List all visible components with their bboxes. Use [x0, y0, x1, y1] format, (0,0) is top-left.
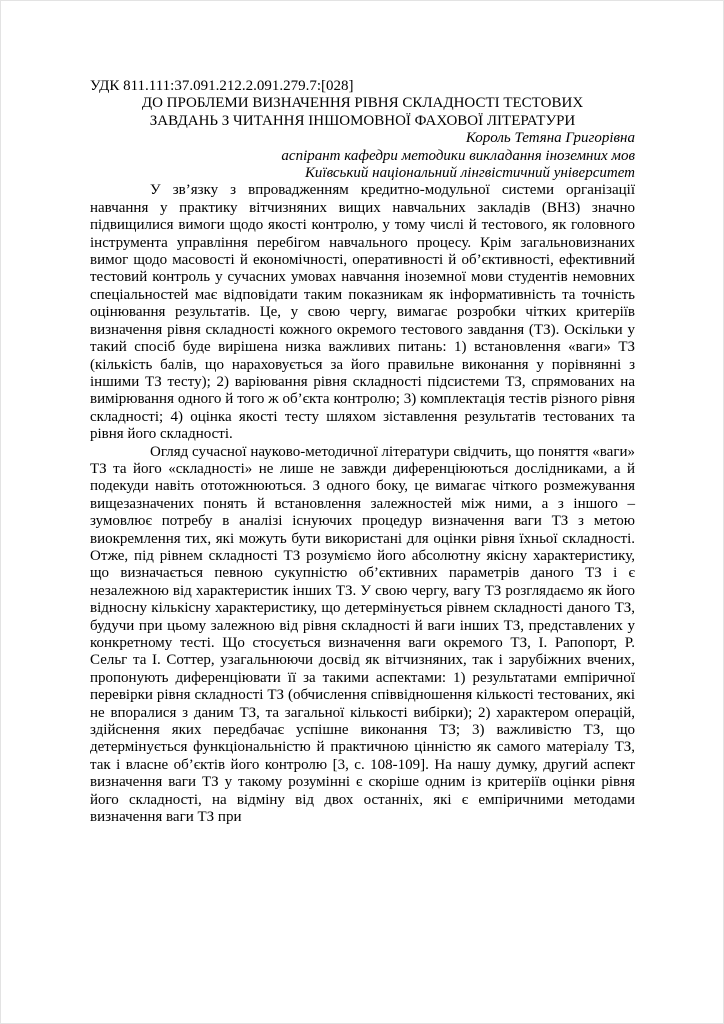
- body-paragraph: Огляд сучасної науково-методичної літератури свідчить, що поняття «ваги» ТЗ та його «складності» не лише не завжди диференціюються дослідниками, а й подекуди навіть ототожнюються. З одного боку, це вимагає чіткого розмежування вищезазначених понять й встановлення залежностей між ними, а з іншого – зумовлює потребу в аналізі існуючих процедур визначення ваги ТЗ з метою виокремлення тих, які можуть бути використані для оцінки рівня їхньої складності. Отже, під рівнем складності ТЗ розуміємо його абсолютну якісну характеристику, що визначається певною сукупністю об’єктивних параметрів даного ТЗ і є незалежною від характеристик інших ТЗ. У свою чергу, вагу ТЗ розглядаємо як його відносну кількісну характеристику, що детермінується рівнем складності даного ТЗ, будучи при цьому залежною від рівня складності й ваги інших ТЗ, представлених у конкретному тесті. Що стосується визначення ваги окремого ТЗ, І. Рапопорт, Р. Сельг та І. Соттер, узагальнюючи досвід як вітчизняних, так і зарубіжних вчених, пропонують диференціювати її за такими аспектами: 1) результатами емпіричної перевірки рівня складності ТЗ (обчислення співвідношення кількості тестованих, які не впоралися з даним ТЗ, та загальної кількості вибірки); 2) характером операцій, здійснення яких передбачає успішне виконання ТЗ; 3) важливістю ТЗ, що детермінується функціональністю й практичною цінністю як самого матеріалу ТЗ, так і власне об’єктів його контролю [3, с. 108-109]. На нашу думку, другий аспект визначення ваги ТЗ у такому розумінні є скоріше одним із критеріїв оцінки рівня його складності, на відміну від двох останніх, які є емпіричними методами визначення ваги ТЗ при: [90, 443, 635, 826]
- udc-line: УДК 811.111:37.091.212.2.091.279.7:[028]: [90, 78, 354, 94]
- title-line-1: ДО ПРОБЛЕМИ ВИЗНАЧЕННЯ РІВНЯ СКЛАДНОСТІ ТЕСТОВИХ: [141, 95, 584, 112]
- author-affiliation: Київський національний лінгвістичний університет: [304, 165, 635, 182]
- article-body: [90, 182, 635, 826]
- body-paragraph: У зв’язку з впровадженням кредитно-модульної системи організації навчання у практику вітчизняних вищих навчальних закладів (ВНЗ) значно підвищилися вимоги щодо якості контролю, у тому числі й тестового, як головного інструмента управління перебігом навчального процесу. Крім загальновизнаних вимог щодо масовості й економічності, оперативності й об’єктивності, ефективний тестовий контроль у сучасних умовах навчання іноземної мови студентів немовних спеціальностей має відповідати таким показникам як інформативність та точність оцінювання результатів. Це, у свою чергу, вимагає розробки чітких критеріїв визначення рівня складності кожного окремого тестового завдання (ТЗ). Оскільки у такий спосіб буде вирішена низка важливих питань: 1) встановлення «ваги» ТЗ (кількість балів, що нараховується за його правильне виконання у порівнянні з іншими ТЗ тесту); 2) варіювання рівня складності підсистеми ТЗ, спрямованих на вимірювання одного й того ж об’єкта контролю; 3) комплектація тестів різного рівня складності; 4) оцінка якості тесту шляхом зіставлення результатів тестованих та рівня його складності.: [90, 182, 635, 443]
- author-name: Король Тетяна Григорівна: [465, 130, 635, 147]
- title-line-2: ЗАВДАНЬ З ЧИТАННЯ ІНШОМОВНОЇ ФАХОВОЇ ЛІТЕРАТУРИ: [149, 112, 576, 129]
- article-title: [90, 95, 635, 130]
- author-position: аспірант кафедри методики викладання іноземних мов: [281, 147, 635, 164]
- author-block: [90, 130, 635, 182]
